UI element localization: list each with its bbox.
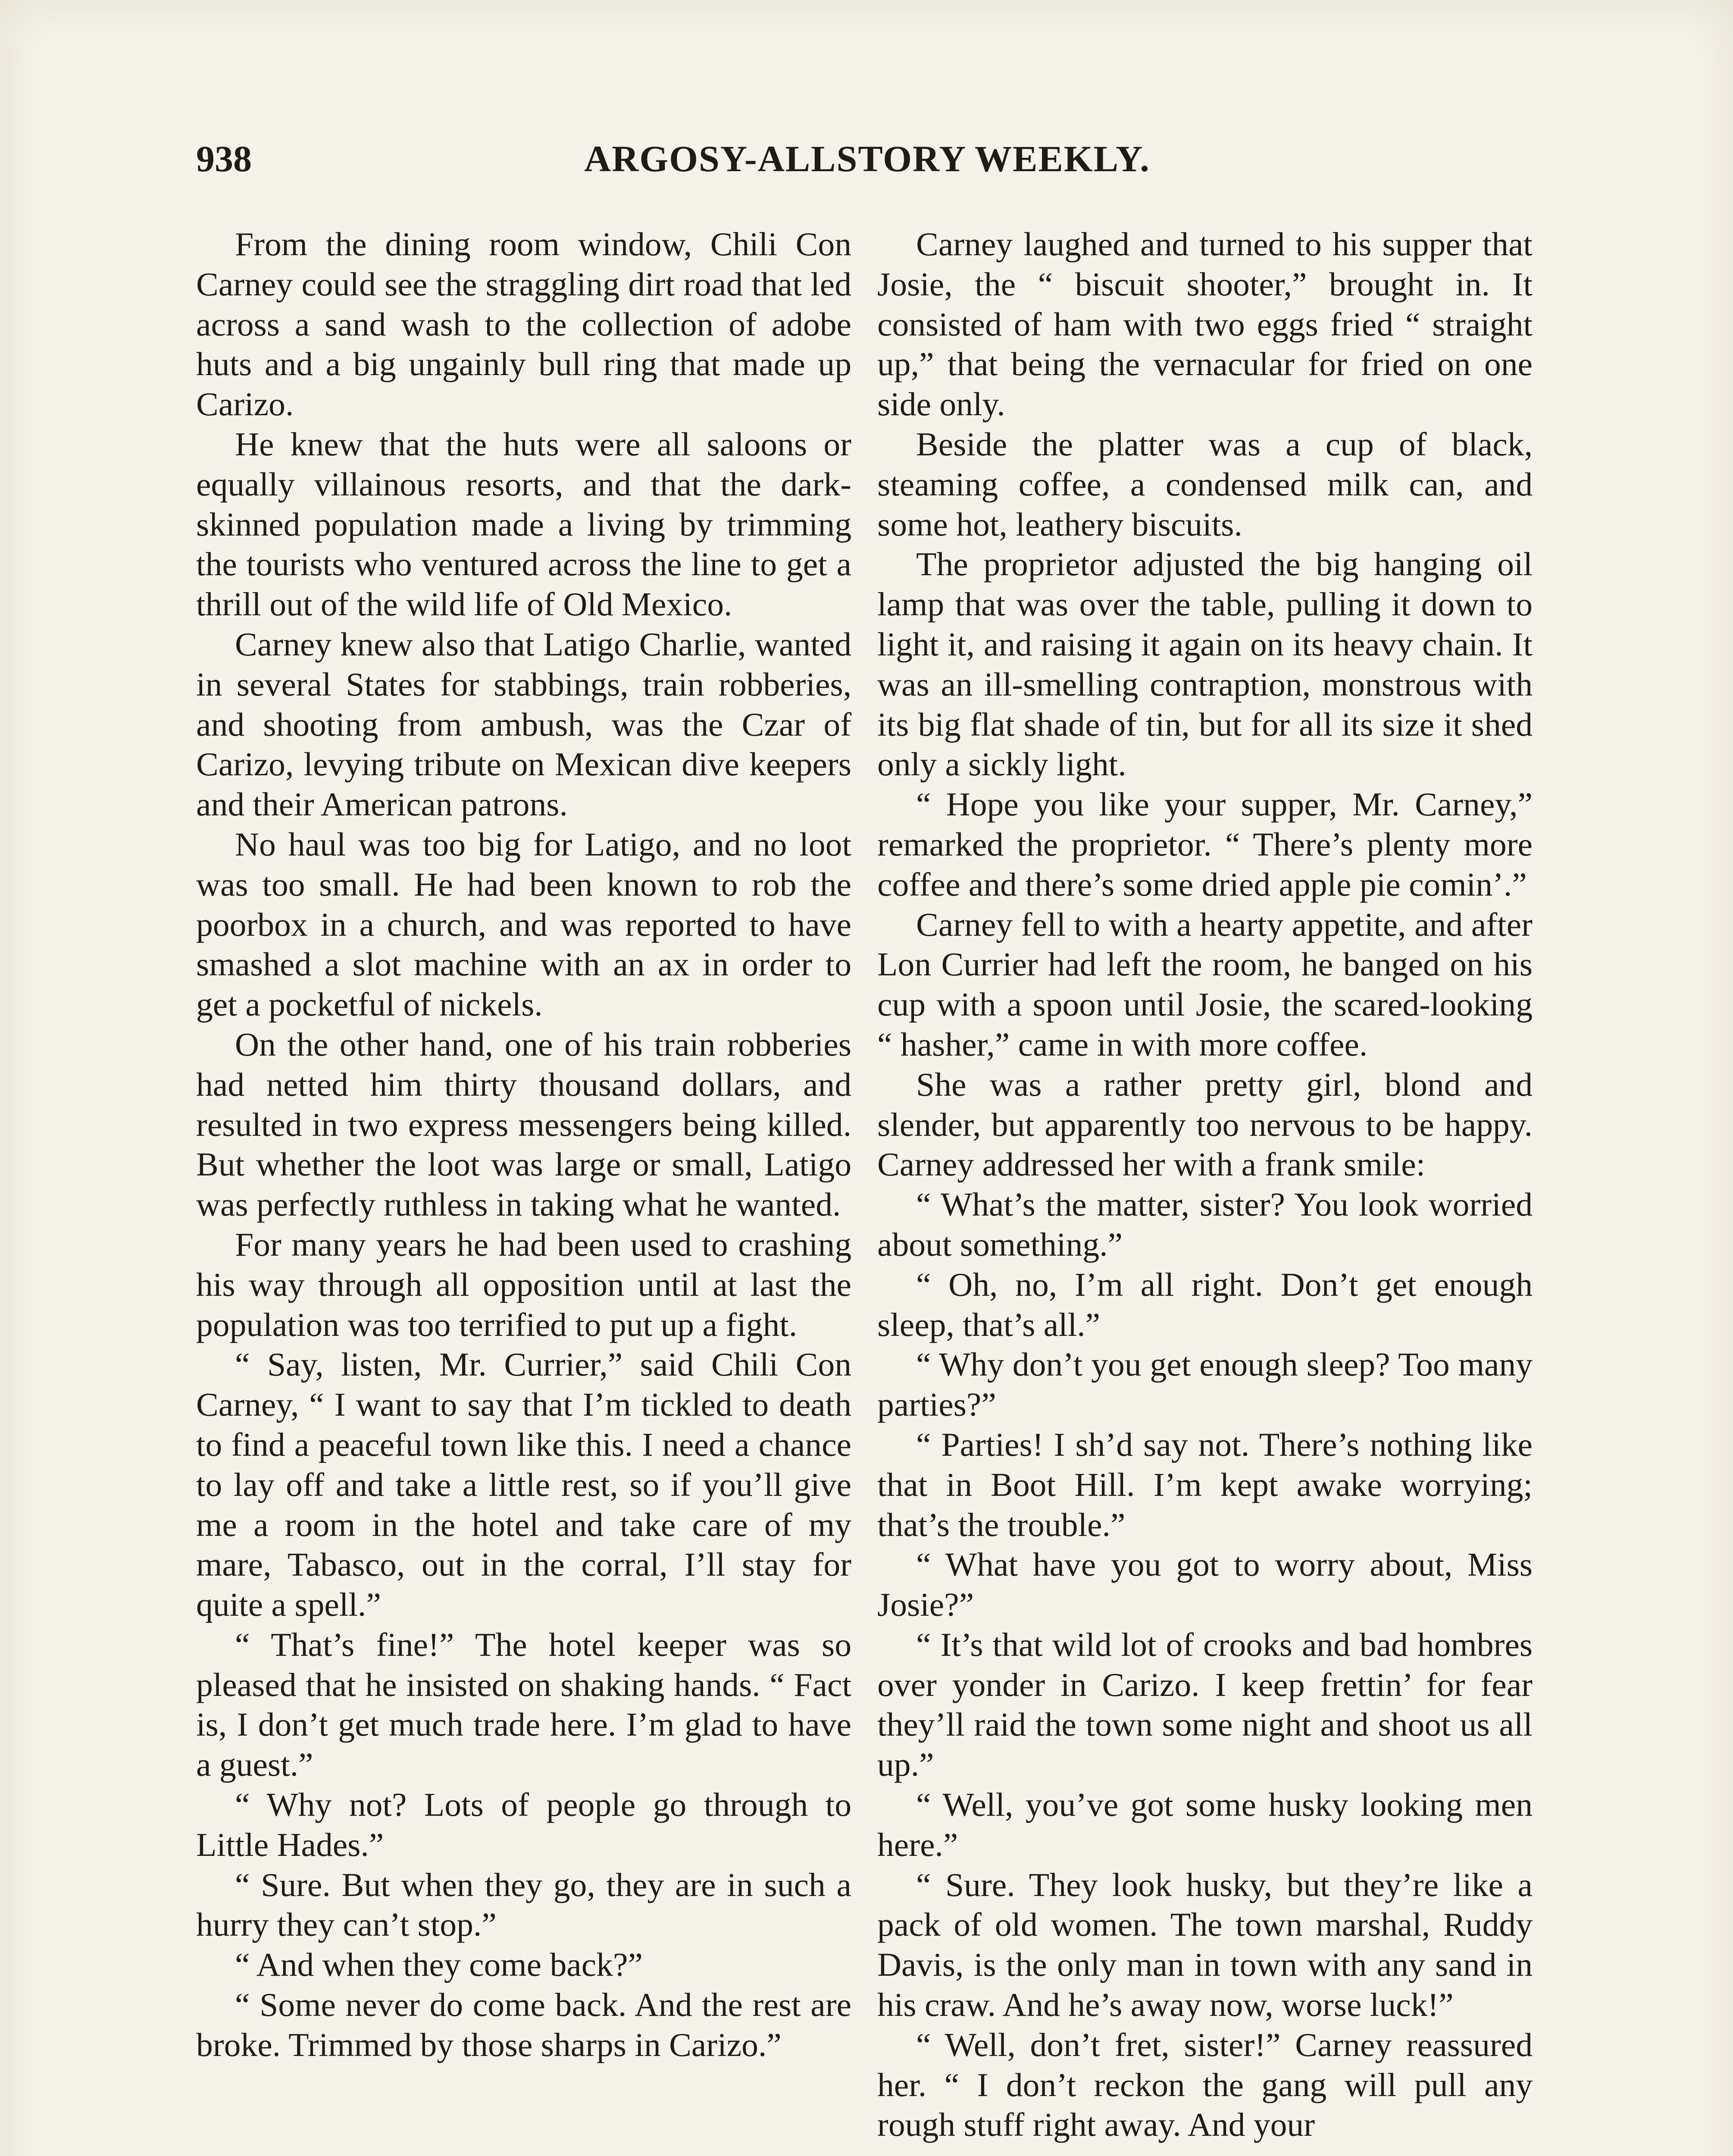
paragraph: From the dining room window, Chili Con Carney could see the straggling dirt road that led across a sand wash to the collection of adobe huts and a big ungainly bull ring that made up Carizo.: [196, 226, 851, 423]
paragraph: “ Why don’t you get enough sleep? Too many parties?”: [877, 1346, 1533, 1423]
paragraph: Beside the platter was a cup of black, steaming coffee, a condensed milk can, and some hot, leathery biscuits.: [877, 425, 1533, 543]
right-column: [877, 224, 1533, 2156]
page-header: [196, 137, 1511, 185]
page-number: 938: [196, 138, 252, 179]
paragraph: He knew that the huts were all saloons or equally villainous resorts, and that the dark-skinned population made a living by trimming the tourists who ventured across the line to get a thrill out of the wild life of Old Mexico.: [196, 425, 851, 623]
paragraph: On the other hand, one of his train robberies had netted him thirty thousand dollars, and resulted in two express messengers being killed. But whether the loot was large or small, Latigo was perfectly ruthless in taking what he wanted.: [196, 1025, 851, 1223]
paragraph: “ What have you got to worry about, Miss Josie?”: [877, 1546, 1533, 1623]
paragraph: Carney knew also that Latigo Charlie, wanted in several States for stabbings, train robberies, and shooting from ambush, was the Czar of Carizo, levying tribute on Mexican dive keepers and their American patrons.: [196, 625, 851, 823]
paragraph: “ Some never do come back. And the rest are broke. Trimmed by those sharps in Carizo.”: [196, 1986, 851, 2063]
paragraph: “ Say, listen, Mr. Currier,” said Chili Con Carney, “ I want to say that I’m tickled to death to find a peaceful town like this. I need a chance to lay off and take a little rest, so if you’ll give me a room in the hotel and take care of my mare, Tabasco, out in the corral, I’ll stay for quite a spell.”: [196, 1346, 851, 1623]
paragraph: “ What’s the matter, sister? You look worried about something.”: [877, 1186, 1533, 1263]
paragraph: No haul was too big for Latigo, and no loot was too small. He had been known to rob the poorbox in a church, and was reported to have smashed a slot machine with an ax in order to get a pocketful of nickels.: [196, 825, 851, 1023]
paragraph: “ Hope you like your supper, Mr. Carney,” remarked the proprietor. “ There’s plenty more coffee and there’s some dried apple pie comin’.”: [877, 786, 1533, 903]
paragraph: Carney fell to with a hearty appetite, and after Lon Currier had left the room, he banged on his cup with a spoon until Josie, the scared-looking “ hasher,” came in with more coffee.: [877, 906, 1533, 1063]
paragraph: “ Well, don’t fret, sister!” Carney reassured her. “ I don’t reckon the gang will pull any rough stuff right away. And your: [877, 2026, 1533, 2143]
paragraph: Carney laughed and turned to his supper that Josie, the “ biscuit shooter,” brought in. It consisted of ham with two eggs fried “ straight up,” that being the vernacular for fried on one side only.: [877, 226, 1533, 423]
running-head: ARGOSY-ALLSTORY WEEKLY.: [584, 138, 1150, 179]
paragraph: “ And when they come back?”: [235, 1946, 643, 1984]
left-column: [196, 224, 851, 2156]
paragraph: “ Why not? Lots of people go through to Little Hades.”: [196, 1786, 851, 1863]
paragraph: “ That’s fine!” The hotel keeper was so pleased that he insisted on shaking hands. “ Fact is, I don’t get much trade here. I’m glad to have a guest.”: [196, 1626, 851, 1783]
paragraph: For many years he had been used to crashing his way through all opposition until at last the population was too terrified to put up a fight.: [196, 1225, 851, 1343]
paragraph: “ It’s that wild lot of crooks and bad hombres over yonder in Carizo. I keep frettin’ for fear they’ll raid the town some night and shoot us all up.”: [877, 1626, 1533, 1783]
paragraph: She was a rather pretty girl, blond and slender, but apparently too nervous to be happy. Carney addressed her with a frank smile:: [877, 1065, 1533, 1183]
paragraph: “ Oh, no, I’m all right. Don’t get enough sleep, that’s all.”: [877, 1266, 1533, 1343]
paragraph: The proprietor adjusted the big hanging oil lamp that was over the table, pulling it down to light it, and raising it again on its heavy chain. It was an ill-smelling contraption, monstrous with its big flat shade of tin, but for all its size it shed only a sickly light.: [877, 545, 1533, 783]
paragraph: “ Sure. They look husky, but they’re like a pack of old women. The town marshal, Ruddy Davis, is the only man in town with any sand in his craw. And he’s away now, worse luck!”: [877, 1866, 1533, 2024]
paragraph: “ Sure. But when they go, they are in such a hurry they can’t stop.”: [196, 1866, 851, 1943]
paragraph: “ Well, you’ve got some husky looking men here.”: [877, 1786, 1533, 1863]
paragraph: “ Parties! I sh’d say not. There’s nothing like that in Boot Hill. I’m kept awake worrying; that’s the trouble.”: [877, 1426, 1533, 1543]
